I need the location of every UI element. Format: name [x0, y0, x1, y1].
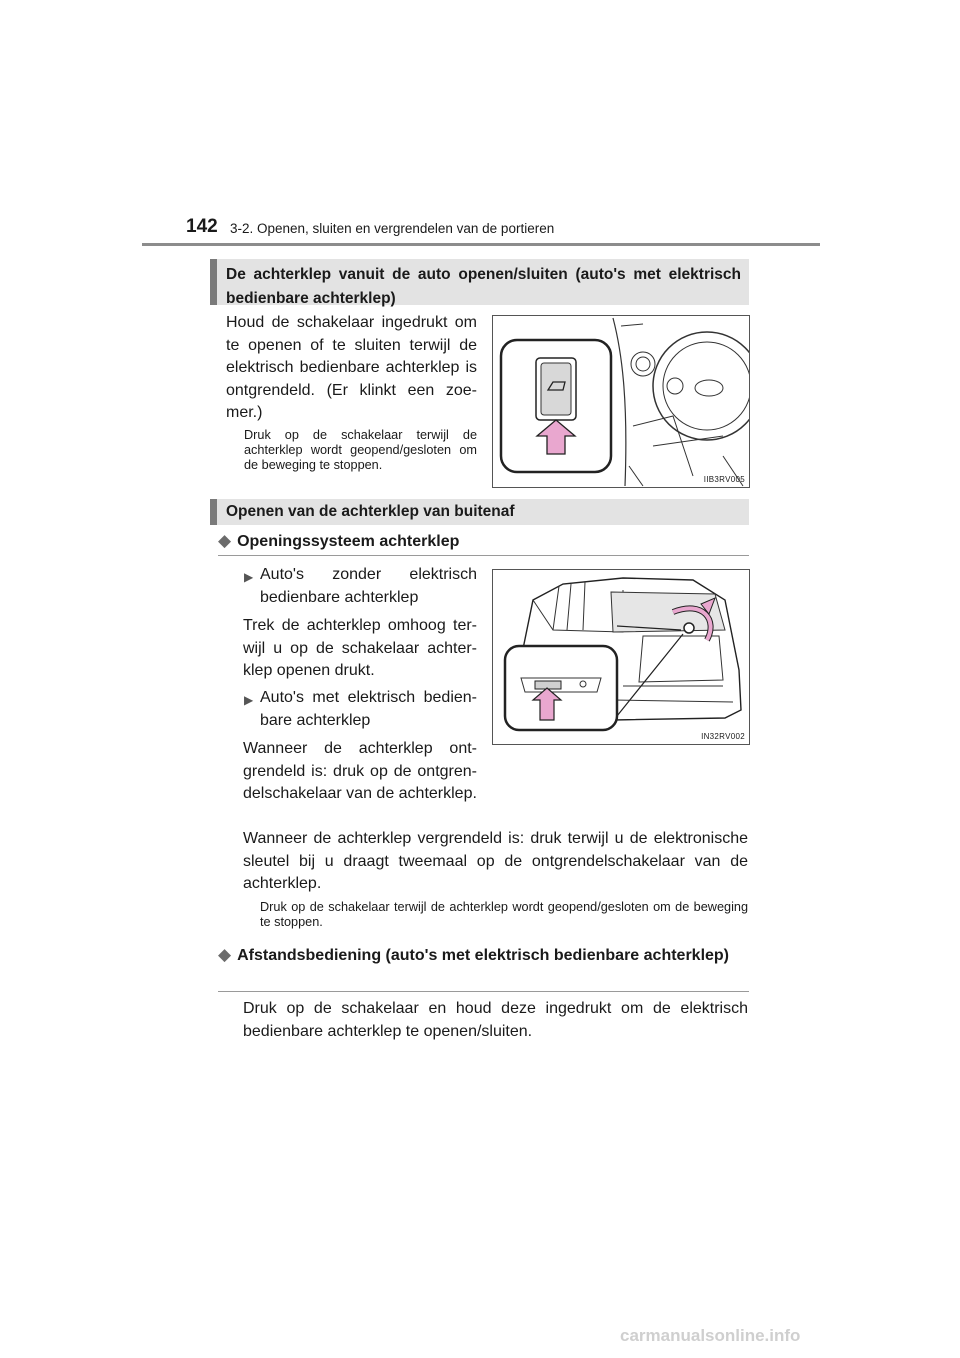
section1-body: Houd de schakelaar ingedrukt om te openen of te sluiten terwijl de elektrisch bedienbare achterklep is ontgrendeld. (Er klinkt een zoemer.) [226, 314, 477, 421]
bullet-triangle-icon: ▶ [244, 693, 254, 707]
section2-note: Druk op de schakelaar terwijl de achterklep wordt geopend/gesloten om de beweging te stoppen. [260, 900, 748, 929]
remote-text: Druk op de schakelaar en houd deze ingedrukt om de elektrisch bedienbare achterklep te openen/sluiten. [243, 1000, 748, 1040]
page-number: 142 [186, 216, 218, 237]
diamond-icon: ◆ [218, 945, 232, 964]
section-heading-outside: Openen van de achterklep van buitenaf [210, 499, 749, 525]
section1-note: Druk op de schakelaar terwijl de achterklep wordt geopend/gesloten om de beweging te stoppen. [244, 428, 477, 472]
bullet1-text: Trek de achterklep omhoog terwijl u op de schakelaar achterklep openen drukt. [243, 617, 477, 679]
bullet2-label: Auto's met elektrisch bedienbare achterklep [260, 689, 477, 729]
running-title: 3-2. Openen, sluiten en vergrendelen van de portieren [230, 221, 555, 236]
header-rule [142, 243, 820, 246]
bullet1-label: Auto's zonder elektrisch bedienbare achterklep [260, 566, 477, 606]
subheading-label: Afstandsbediening (auto's met elektrisch bedienbare achterklep) [237, 947, 730, 964]
subheading-opening-system [218, 530, 459, 553]
figure-inside-illustration [493, 316, 749, 487]
subheading-remote [218, 944, 748, 967]
figure-code: IN32RV002 [701, 732, 745, 741]
figure-outside-illustration [493, 570, 749, 744]
bullet-triangle-icon: ▶ [244, 570, 254, 584]
figure-code: IIB3RV005 [703, 475, 745, 484]
figure-inside-switch [492, 315, 750, 488]
subheading-rule [218, 555, 749, 556]
section-heading-inside: De achterklep vanuit de auto openen/sluiten (auto's met elektrisch bedienbare achterklep) [210, 259, 749, 305]
subheading-rule [218, 991, 749, 992]
diamond-icon: ◆ [218, 531, 232, 550]
watermark: carmanualsonline.info [620, 1326, 801, 1345]
locked-text: Wanneer de achterklep vergrendeld is: druk terwijl u de elektronische sleutel bij u draagt tweemaal op de ontgrendelschakelaar van de achterklep. [243, 830, 748, 892]
bullet2-text: Wanneer de achterklep ontgrendeld is: druk op de ontgrendelschakelaar van de achterklep. [243, 740, 477, 802]
subheading-label: Openingssysteem achterklep [237, 533, 460, 550]
figure-outside-switch [492, 569, 750, 745]
